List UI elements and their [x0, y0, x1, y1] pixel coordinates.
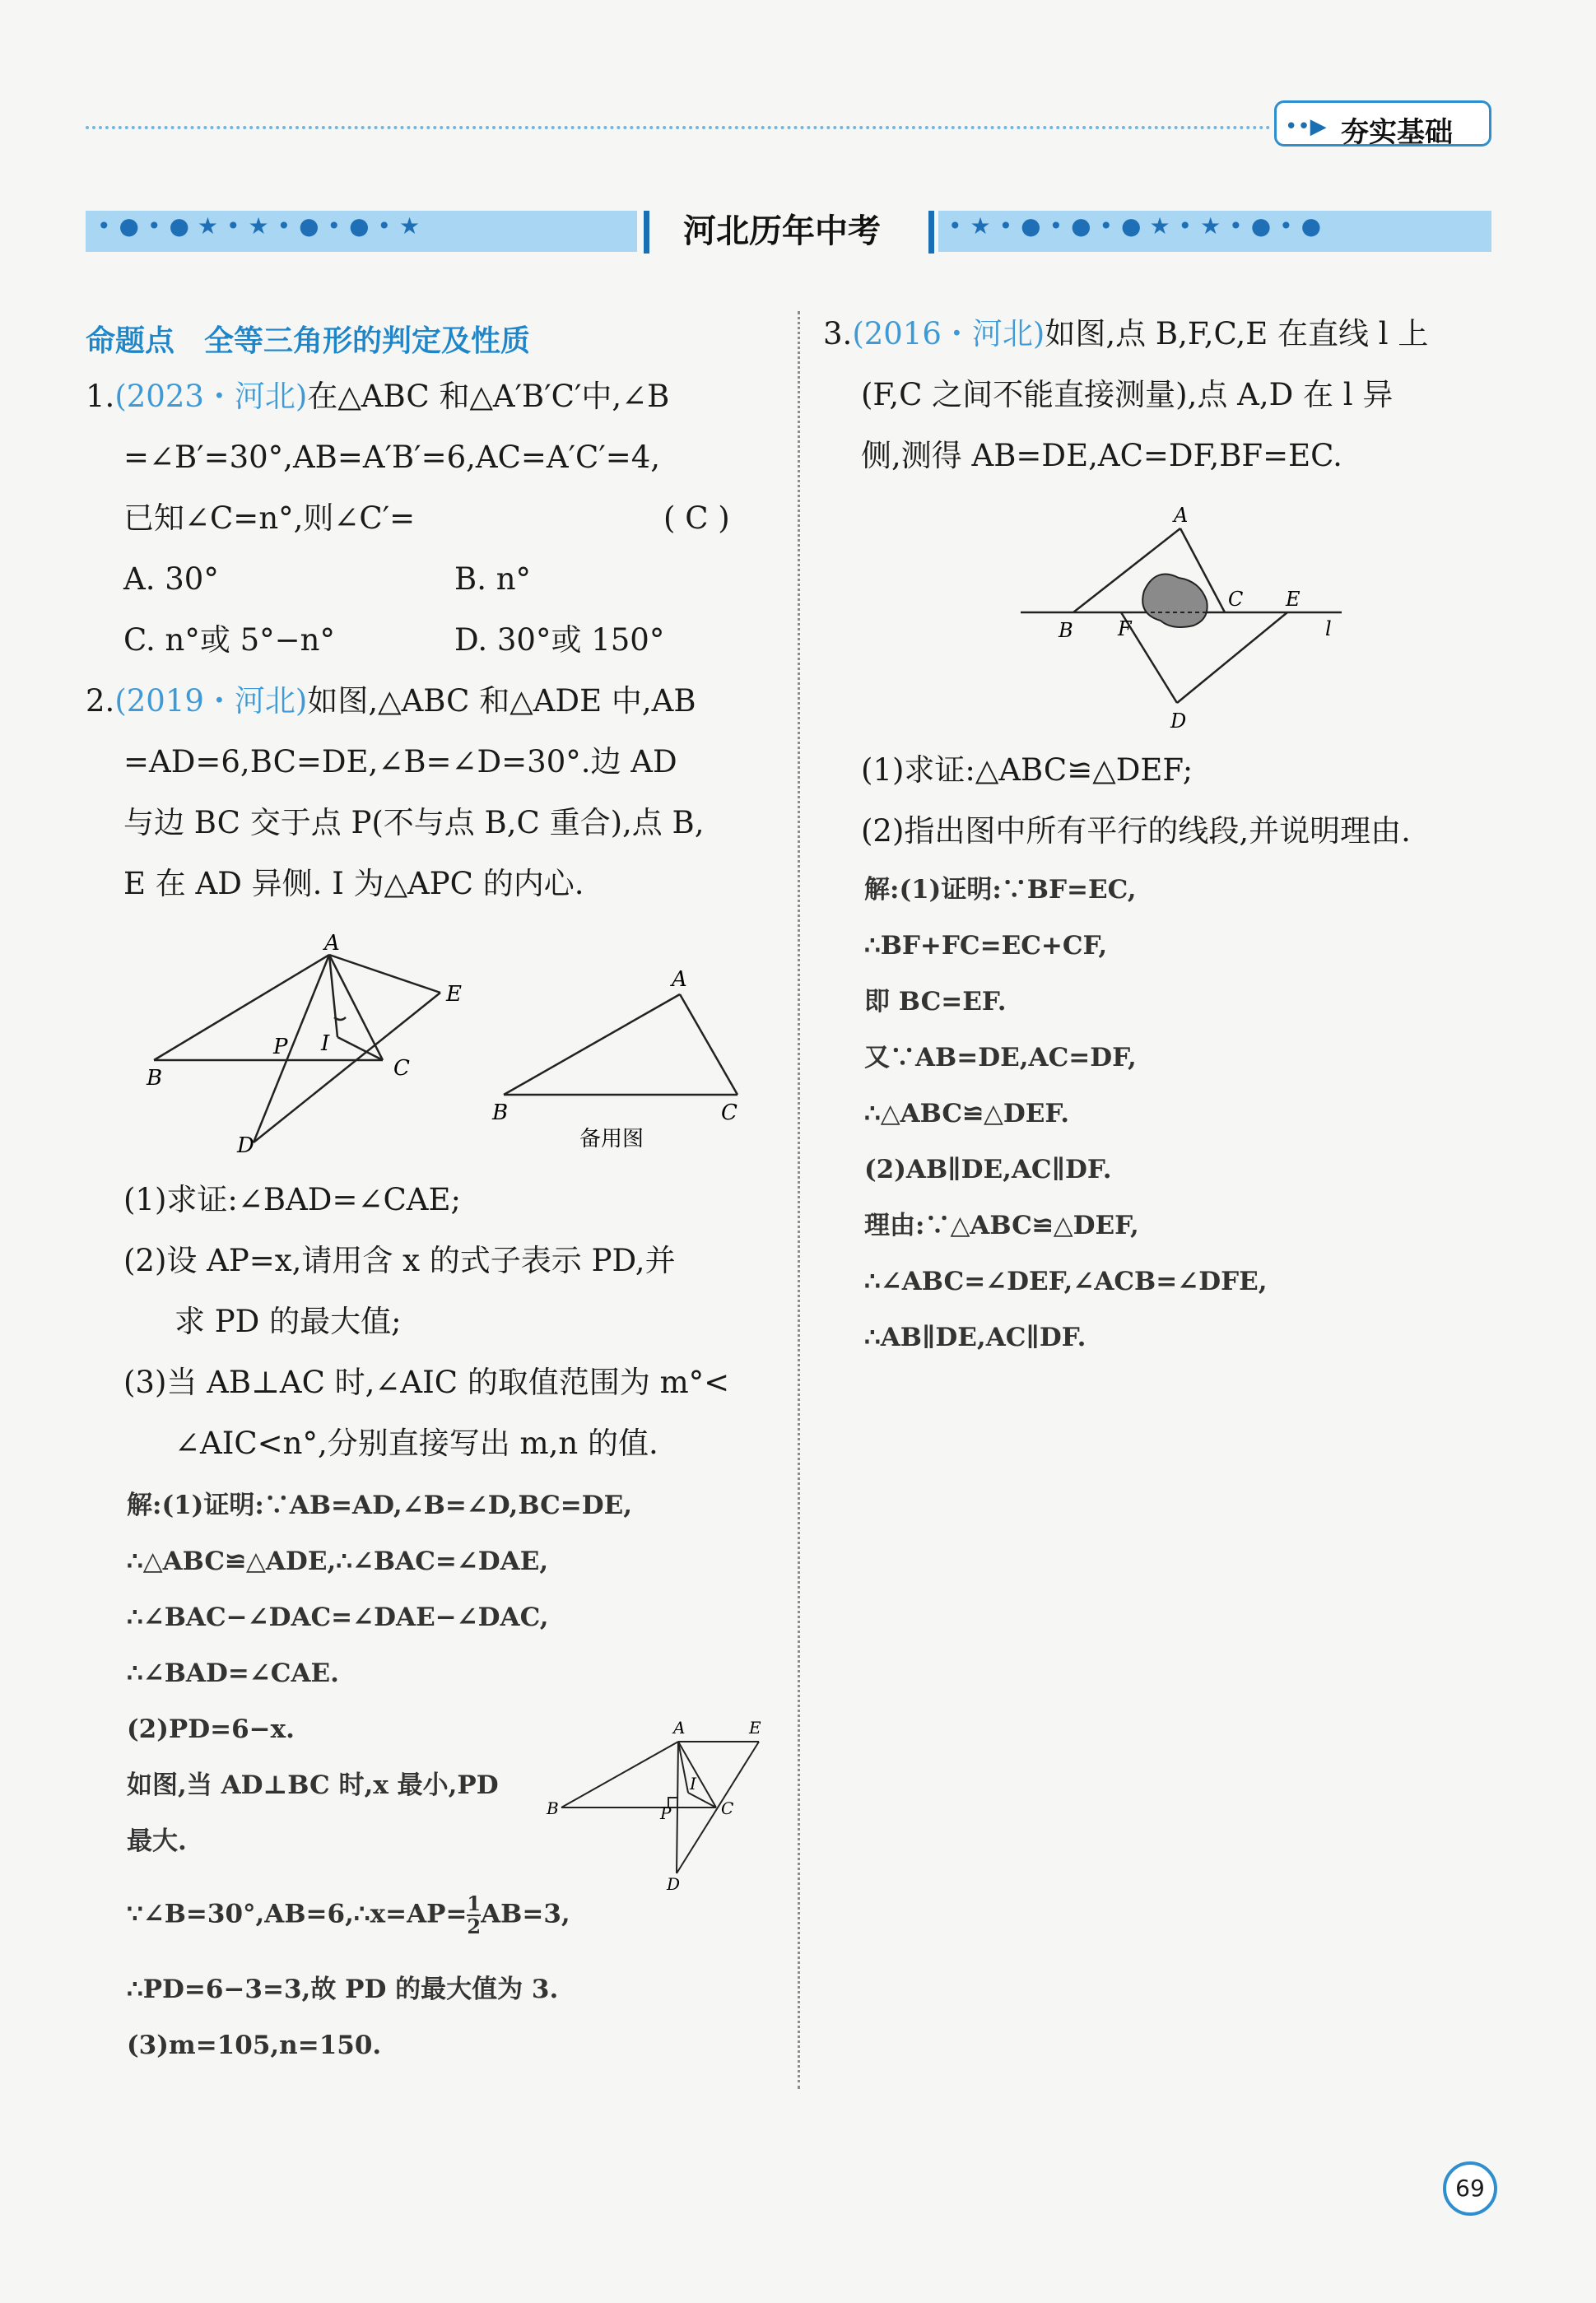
q2-part1: (1)求证:∠BAD=∠CAE;	[123, 1182, 461, 1217]
q1-line2: =∠B′=30°,AB=A′B′=6,AC=A′C′=4,	[123, 440, 661, 475]
q3-label-e: E	[1286, 588, 1301, 611]
label-e: E	[446, 982, 462, 1007]
q3-solution-2: ∴BF+FC=EC+CF,	[864, 931, 1108, 961]
fraction-half	[467, 1893, 481, 1938]
column-divider	[798, 311, 800, 2089]
q2-part3a: (3)当 AB⊥AC 时,∠AIC 的取值范围为 m°<	[123, 1365, 730, 1400]
sol-label-a: A	[673, 1718, 686, 1738]
q3-solution-4: 又∵AB=DE,AC=DF,	[864, 1043, 1137, 1072]
q3-label-a: A	[1174, 504, 1189, 527]
q3-solution-3: 即 BC=EF.	[864, 987, 1007, 1017]
q3-line3: 侧,测得 AB=DE,AC=DF,BF=EC.	[861, 438, 1342, 473]
q2-part2a: (2)设 AP=x,请用含 x 的式子表示 PD,并	[123, 1243, 676, 1278]
q3-solution-1: 解:(1)证明:∵BF=EC,	[864, 875, 1137, 905]
q2-line4: E 在 AD 异侧. I 为△APC 的内心.	[123, 866, 584, 901]
q1-line1	[86, 374, 669, 420]
page-number: 69	[1443, 2161, 1497, 2216]
star-dot-decoration-right: •★•●•●•●★•★•●•●	[948, 212, 1330, 240]
q3-label-d: D	[1170, 710, 1187, 733]
q3-number: 3.	[823, 316, 853, 351]
sol-label-d: D	[667, 1874, 681, 1893]
q2-figure	[140, 928, 486, 1159]
section-tab	[1274, 100, 1491, 147]
section-title: 命题点 全等三角形的判定及性质	[86, 324, 531, 358]
label-p: P	[273, 1035, 288, 1059]
q3-solution-6: (2)AB∥DE,AC∥DF.	[864, 1155, 1112, 1184]
q3-solution-8: ∴∠ABC=∠DEF,∠ACB=∠DFE,	[864, 1267, 1268, 1296]
sol-label-b: B	[547, 1798, 559, 1818]
fraction-denominator: 2	[467, 1915, 482, 1938]
q2-line3: 与边 BC 交于点 P(不与点 B,C 重合),点 B,	[123, 805, 705, 840]
pond-blob	[1142, 575, 1207, 627]
q3-solution-9: ∴AB∥DE,AC∥DF.	[864, 1323, 1086, 1352]
header-dotted-rule	[86, 126, 1271, 129]
label-d: D	[237, 1133, 254, 1158]
q3-line1	[823, 311, 1428, 357]
q2-solution-3: ∴∠BAC−∠DAC=∠DAE−∠DAC,	[127, 1603, 549, 1632]
q1-option-b: B. n°	[454, 561, 532, 597]
q3-source: (2016・河北)	[852, 316, 1045, 351]
q3-label-l: l	[1325, 617, 1332, 640]
q3-text1: 如图,点 B,F,C,E 在直线 l 上	[1045, 316, 1429, 351]
banner-bar-left	[644, 211, 649, 254]
spare-label-a: A	[672, 967, 687, 992]
spare-label-b: B	[492, 1100, 509, 1125]
q3-label-c: C	[1228, 588, 1244, 611]
q1-text1: 在△ABC 和△A′B′C′中,∠B	[307, 379, 670, 414]
q2-solution-8b: AB=3,	[481, 1899, 570, 1929]
q1-option-c: C. n°或 5°−n°	[123, 622, 335, 658]
fraction-numerator: 1	[467, 1891, 482, 1915]
q2-solution-8	[127, 1893, 570, 1938]
banner-bar-right	[928, 211, 934, 254]
q1-option-d: D. 30°或 150°	[454, 622, 665, 658]
q3-part2: (2)指出图中所有平行的线段,并说明理由.	[861, 813, 1411, 849]
label-c: C	[393, 1056, 410, 1081]
star-dot-decoration-left: •●•●★•★•●•●•★	[97, 212, 429, 240]
q2-solution-10: (3)m=105,n=150.	[127, 2031, 382, 2060]
q2-solution-5: (2)PD=6−x.	[127, 1714, 295, 1744]
q2-line2: =AD=6,BC=DE,∠B=∠D=30°.边 AD	[123, 744, 677, 779]
sol-label-c: C	[721, 1798, 734, 1818]
q2-solution-figure	[543, 1712, 774, 1893]
q1-line3: 已知∠C=n°,则∠C′=	[123, 500, 416, 536]
sol-label-e: E	[749, 1718, 761, 1738]
q3-figure	[1012, 499, 1358, 737]
q2-solution-7: 最大.	[127, 1826, 187, 1856]
q3-solution-5: ∴△ABC≌△DEF.	[864, 1099, 1070, 1128]
label-b: B	[147, 1066, 163, 1091]
q2-solution-1: 解:(1)证明:∵AB=AD,∠B=∠D,BC=DE,	[127, 1491, 633, 1520]
q2-number: 2.	[86, 683, 115, 719]
q3-line2: (F,C 之间不能直接测量),点 A,D 在 l 异	[861, 377, 1394, 412]
q2-line1	[86, 678, 696, 724]
section-tab-label: 夯实基础	[1341, 116, 1453, 149]
q2-solution-9: ∴PD=6−3=3,故 PD 的最大值为 3.	[127, 1975, 559, 2004]
label-i: I	[321, 1031, 330, 1056]
q2-spare-figure	[487, 963, 751, 1152]
q1-answer: ( C )	[663, 500, 730, 536]
spare-label-c: C	[721, 1100, 738, 1125]
sol-label-p: P	[660, 1803, 672, 1823]
label-a: A	[324, 931, 340, 956]
q3-part1: (1)求证:△ABC≌△DEF;	[861, 752, 1194, 788]
q1-number: 1.	[86, 379, 115, 414]
q2-text1: 如图,△ABC 和△ADE 中,AB	[307, 683, 696, 719]
q1-option-a: A. 30°	[123, 561, 219, 597]
q2-part3b: ∠AIC<n°,分别直接写出 m,n 的值.	[174, 1426, 658, 1461]
q3-solution-7: 理由:∵△ABC≌△DEF,	[864, 1211, 1139, 1240]
q2-part2b: 求 PD 的最大值;	[174, 1304, 402, 1339]
q1-source: (2023・河北)	[114, 379, 308, 414]
q3-label-b: B	[1059, 619, 1073, 642]
q2-source: (2019・河北)	[114, 683, 308, 719]
q3-label-f: F	[1118, 617, 1132, 640]
q2-solution-8a: ∵∠B=30°,AB=6,∴x=AP=	[127, 1899, 468, 1929]
sol-label-i: I	[690, 1774, 696, 1794]
q2-solution-4: ∴∠BAD=∠CAE.	[127, 1659, 339, 1688]
q2-solution-2: ∴△ABC≌△ADE,∴∠BAC=∠DAE,	[127, 1547, 549, 1576]
banner-title: 河北历年中考	[683, 212, 881, 250]
arrow-icon: ••▶	[1285, 114, 1327, 139]
q2-solution-6: 如图,当 AD⊥BC 时,x 最小,PD	[127, 1770, 499, 1800]
spare-figure-caption: 备用图	[579, 1127, 644, 1152]
